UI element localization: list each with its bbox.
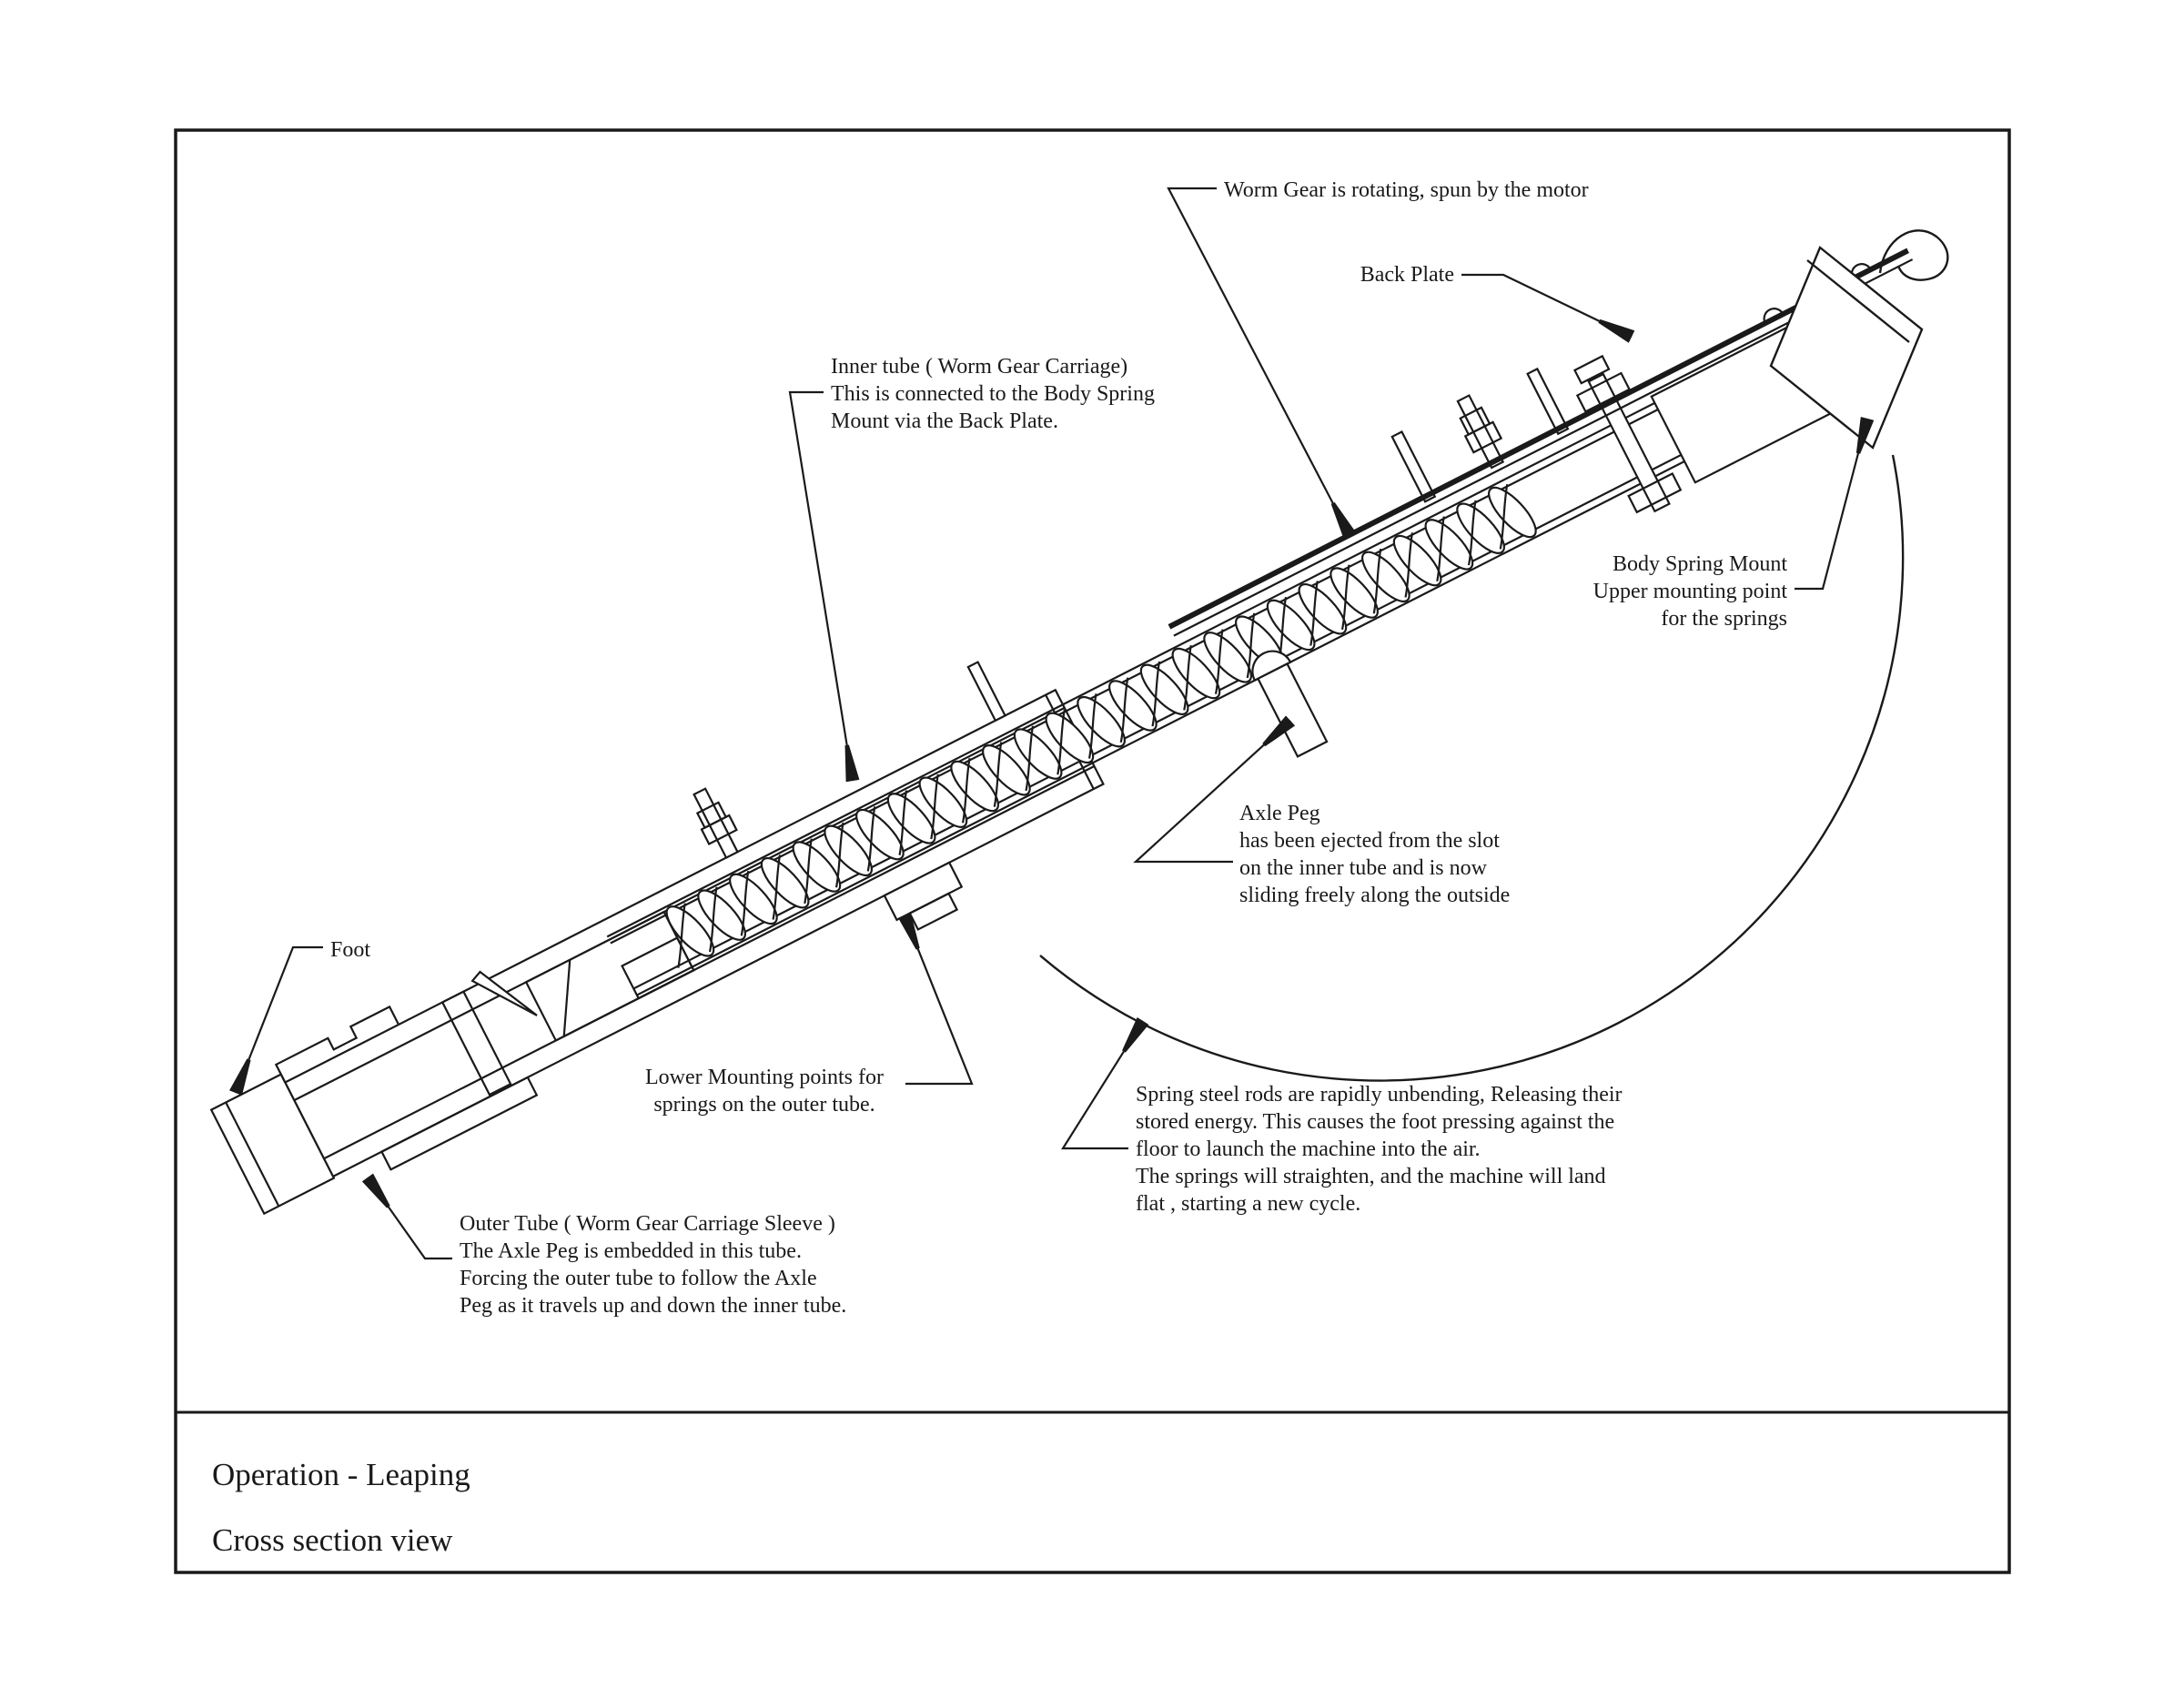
label-outer-tube: The Axle Peg is embedded in this tube.: [460, 1239, 802, 1263]
leader-outer-tube: [368, 1178, 452, 1258]
spring-end-curl: [1880, 230, 1947, 279]
label-back-plate: Back Plate: [1360, 263, 1454, 287]
label-worm-gear: Worm Gear is rotating, spun by the motor: [1224, 178, 1589, 202]
leader-lower-mounting: [905, 915, 972, 1084]
label-axle-peg: sliding freely along the outside: [1239, 884, 1511, 907]
label-lower-mounting: springs on the outer tube.: [653, 1093, 875, 1117]
carriage-pin: [1392, 431, 1435, 501]
leader-inner-tube: [790, 392, 853, 781]
label-spring-rods: floor to launch the machine into the air.: [1136, 1137, 1481, 1161]
label-outer-tube: Peg as it travels up and down the inner tube.: [460, 1294, 847, 1318]
leader-spring-rods: [1063, 1021, 1143, 1148]
leader-worm-gear: [1168, 188, 1350, 535]
drawing-border: [176, 130, 2009, 1572]
label-body-spring-mount: for the springs: [1661, 607, 1787, 631]
title-block: [212, 1457, 470, 1558]
label-spring-rods: Spring steel rods are rapidly unbending, Releasing their: [1136, 1083, 1623, 1107]
label-body-spring-mount: Body Spring Mount: [1612, 552, 1787, 576]
outer-tube-inner-wall-top: [294, 708, 1064, 1100]
label-spring-rods: flat , starting a new cycle.: [1136, 1192, 1361, 1216]
carriage-pin: [968, 662, 1006, 721]
leader-back-plate: [1461, 275, 1632, 337]
label-inner-tube: Inner tube ( Worm Gear Carriage): [831, 355, 1128, 379]
label-outer-tube: Forcing the outer tube to follow the Axle: [460, 1267, 817, 1290]
label-axle-peg: Axle Peg: [1239, 802, 1320, 825]
label-axle-peg: on the inner tube and is now: [1239, 856, 1487, 880]
machine-assembly: [181, 188, 1987, 1269]
drawing-title: Operation - Leaping: [212, 1457, 470, 1492]
inner-tube-rail-bottom: [637, 453, 1701, 996]
inner-tube-rail-top: [607, 395, 1671, 937]
label-inner-tube: This is connected to the Body Spring: [831, 382, 1155, 406]
label-spring-rods: stored energy. This causes the foot pressing against the: [1136, 1110, 1615, 1134]
label-inner-tube: Mount via the Back Plate.: [831, 409, 1058, 433]
label-body-spring-mount: Upper mounting point: [1592, 580, 1787, 603]
leader-body-spring-mount: [1795, 419, 1867, 589]
label-foot: Foot: [330, 938, 371, 962]
label-axle-peg: has been ejected from the slot: [1239, 829, 1500, 853]
label-outer-tube: Outer Tube ( Worm Gear Carriage Sleeve ): [460, 1212, 835, 1236]
drawing-subtitle: Cross section view: [212, 1522, 453, 1558]
label-lower-mounting: Lower Mounting points for: [645, 1066, 884, 1089]
carriage-pin: [1458, 396, 1503, 468]
inner-tube-wall-bottom: [633, 447, 1697, 989]
label-spring-rods: The springs will straighten, and the machine will land: [1136, 1165, 1606, 1188]
axle-peg: [1258, 663, 1327, 756]
